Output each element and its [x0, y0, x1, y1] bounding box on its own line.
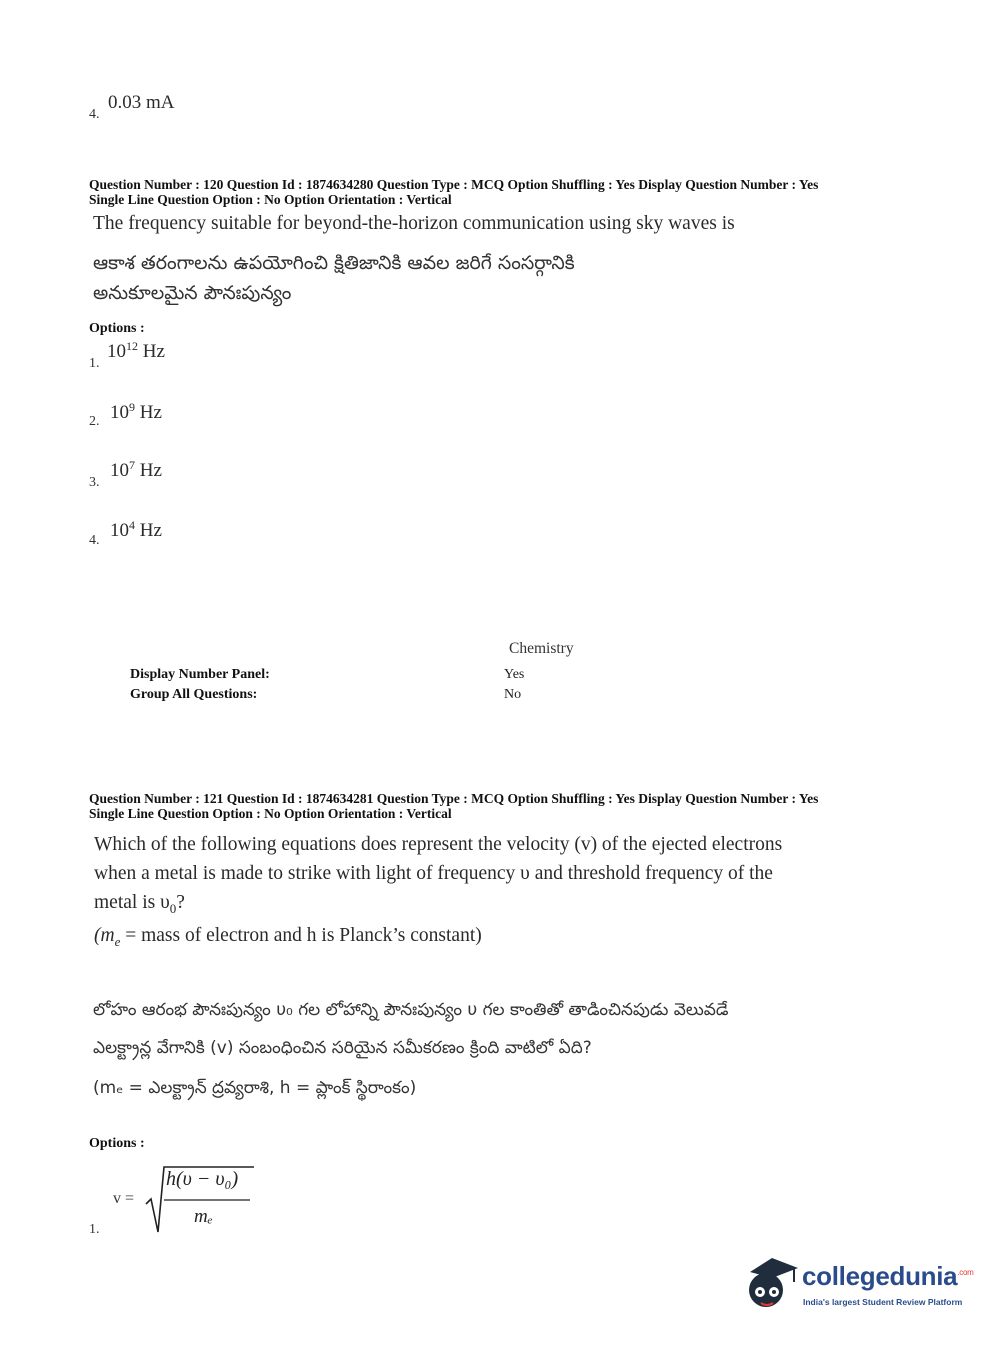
question-text-te-line2: ఎలక్ట్రాన్ల వేగానికి (v) సంబంధించిన సరియైన సమీకరణం క్రింది వాటిలో ఏది?: [93, 1038, 592, 1058]
question-meta-line1: Question Number : 120 Question Id : 1874634280 Question Type : MCQ Option Shuffling : Yes Display Question Number : Yes: [89, 177, 819, 192]
question-text-te-line1: ఆకాశ తరంగాలను ఉపయోగించి క్షితిజానికి ఆవల జరిగే సంసర్గానికి: [93, 252, 575, 274]
mascot-icon: [742, 1252, 802, 1312]
option-text: $10^7$ Hz: [110, 458, 162, 481]
group-all-questions-label: Group All Questions:: [130, 687, 258, 702]
option-number: 1.: [89, 1222, 100, 1237]
formula-denominator: mₑ: [194, 1206, 213, 1227]
brand-suffix: .com: [957, 1268, 974, 1277]
options-label: Options :: [89, 321, 145, 336]
question-meta-line1: Question Number : 121 Question Id : 1874634281 Question Type : MCQ Option Shuffling : Yes Display Question Number : Yes: [89, 791, 819, 806]
group-all-questions-value: No: [504, 687, 522, 702]
option-text: $10^{12}$ Hz: [107, 339, 165, 362]
display-number-panel-value: Yes: [504, 667, 525, 682]
options-label: Options :: [89, 1136, 145, 1151]
option-number: 1.: [89, 356, 100, 371]
option-text: 0.03 mA: [108, 92, 175, 113]
formula-numerator: h(υ − υ₀): [166, 1168, 239, 1190]
question-text-en-line4: ($m_e$ = mass of electron and h is Planck’s constant): [94, 925, 482, 949]
question-text-en: The frequency suitable for beyond-the-horizon communication using sky waves is: [93, 213, 735, 234]
display-number-panel-label: Display Number Panel:: [130, 667, 270, 682]
question-text-te-line3: (mₑ = ఎలక్ట్రాన్ ద్రవ్యరాశి, h = ప్లాంక్ స్థిరాంకం): [93, 1078, 417, 1098]
question-text-te-line1: లోహం ఆరంభ పౌనఃపున్యం υ₀ గల లోహాన్ని పౌనఃపున్యం υ గల కాంతితో తాడించినపుడు వెలువడే: [93, 1000, 729, 1020]
question-text-te-line2: అనుకూలమైన పౌనఃపున్యం: [93, 282, 292, 304]
question-text-en-line2: when a metal is made to strike with light of frequency υ and threshold frequency of the: [94, 863, 773, 884]
brand-name: collegedunia: [802, 1261, 958, 1291]
option-number: 4.: [89, 107, 100, 122]
option-text: $10^4$ Hz: [110, 518, 162, 541]
question-meta-line2: Single Line Question Option : No Option Orientation : Vertical: [89, 192, 452, 207]
section-title: Chemistry: [509, 640, 574, 657]
question-text-en-line3: metal is $\upsilon_0$?: [94, 892, 185, 916]
option-number: 4.: [89, 533, 100, 548]
question-meta-line2: Single Line Question Option : No Option Orientation : Vertical: [89, 806, 452, 821]
formula-lhs: v =: [113, 1190, 135, 1207]
question-text-en-line1: Which of the following equations does represent the velocity (v) of the ejected electrons: [94, 834, 783, 855]
collegedunia-logo: [742, 1252, 982, 1312]
brand-tagline: India's largest Student Review Platform: [803, 1297, 963, 1307]
option-text: $10^9$ Hz: [110, 400, 162, 423]
option-number: 2.: [89, 414, 100, 429]
option-number: 3.: [89, 475, 100, 490]
